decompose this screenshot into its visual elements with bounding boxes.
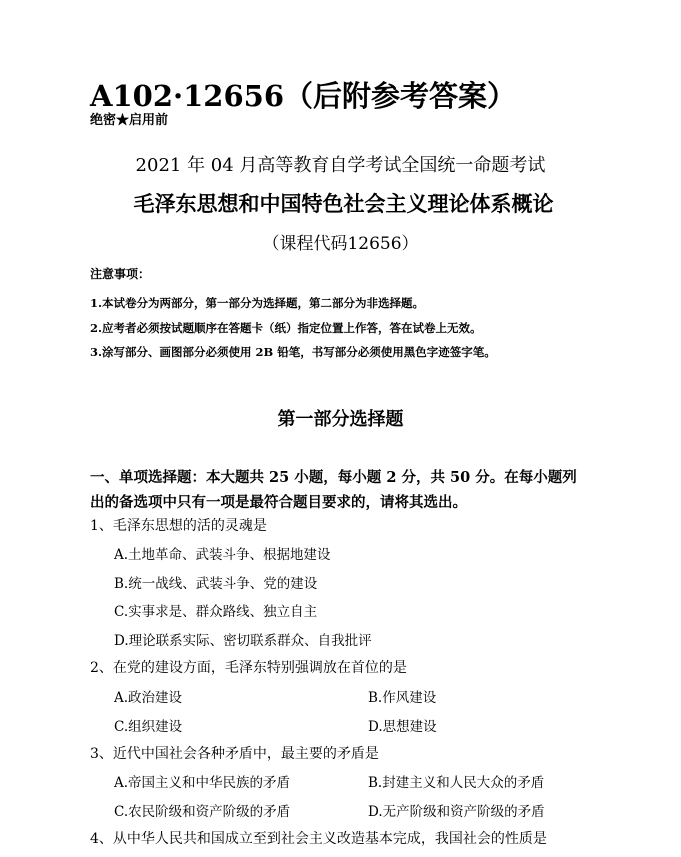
section-instruction: 一、单项选择题：本大题共 25 小题，每小题 2 分，共 50 分。在每小题列出的备选项中只有一项是最符合题目要求的，请将其选出。: [90, 469, 577, 511]
notice-item: 3.涂写部分、画图部分必须使用 2B 铅笔，书写部分必须使用黑色字迹签字笔。: [90, 345, 496, 359]
notice-item: 2.应考者必须按试题顺序在答题卡（纸）指定位置上作答，答在试卷上无效。: [90, 321, 482, 335]
question-option: C.农民阶级和资产阶级的矛盾: [114, 804, 291, 820]
question-stem: 3、近代中国社会各种矛盾中，最主要的矛盾是: [90, 746, 379, 762]
course-code: （课程代码12656）: [262, 234, 419, 254]
question-option: D.思想建设: [368, 719, 437, 735]
exam-name-line: 2021 年 04 月高等教育自学考试全国统一命题考试: [135, 155, 546, 176]
question-option: B.封建主义和人民大众的矛盾: [368, 775, 545, 791]
question-option: C.组织建设: [114, 719, 183, 735]
question-stem: 4、从中华人民共和国成立至到社会主义改造基本完成，我国社会的性质是: [90, 831, 547, 847]
question-option: B.统一战线、武装斗争、党的建设: [114, 576, 318, 592]
question-option: D.无产阶级和资产阶级的矛盾: [368, 804, 545, 820]
notice-title: 注意事项：: [90, 267, 151, 281]
question-stem: 2、在党的建设方面，毛泽东特别强调放在首位的是: [90, 660, 407, 676]
question-option: A.土地革命、武装斗争、根据地建设: [114, 547, 331, 563]
question-option: B.作风建设: [368, 690, 437, 706]
question-option: D.理论联系实际、密切联系群众、自我批评: [114, 633, 372, 649]
question-option: A.帝国主义和中华民族的矛盾: [114, 775, 291, 791]
subject-title: 毛泽东思想和中国特色社会主义理论体系概论: [133, 191, 554, 216]
part-one-title: 第一部分选择题: [277, 409, 404, 430]
exam-code-title: A102·12656（后附参考答案）: [90, 79, 517, 113]
question-stem: 1、毛泽东思想的活的灵魂是: [90, 518, 267, 534]
secret-label: 绝密★启用前: [90, 113, 169, 128]
notice-item: 1.本试卷分为两部分，第一部分为选择题，第二部分为非选择题。: [90, 296, 425, 310]
question-option: C.实事求是、群众路线、独立自主: [114, 604, 318, 620]
question-option: A.政治建设: [114, 690, 183, 706]
